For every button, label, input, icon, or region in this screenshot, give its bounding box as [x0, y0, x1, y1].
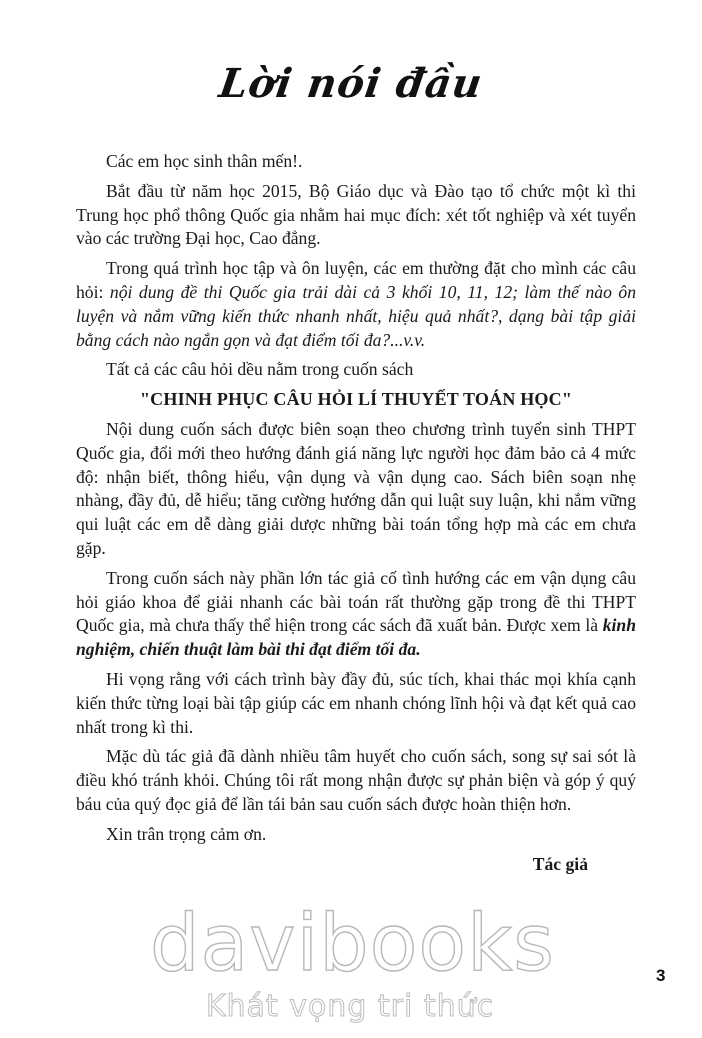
closing: Xin trân trọng cảm ơn. — [106, 823, 267, 844]
greeting: Các em học sinh thân mến!. — [106, 151, 303, 171]
paragraph-5-lead: Trong cuốn sách này phần lớn tác giả cố tình hướng các em vận dụng câu hỏi giáo khoa để giải nhanh các bài toán rất thường gặp trong đề thi THPT Quốc gia, mà chưa thấy thể hiện trong các sách đã xuất bản. Được xem là — [76, 567, 636, 636]
paragraph-6: Hi vọng rằng với cách trình bày đầy đủ, súc tích, khai thác mọi khía cạnh kiến thức từng loại bài tập giúp các em nhanh chóng lĩnh hội và đạt kết quả cao nhất trong kì thi. — [76, 668, 636, 737]
paragraph-3: Tất cả các câu hỏi dều nằm trong cuốn sách — [106, 359, 414, 380]
paragraph-5-bold: kinh nghiệm, chiến thuật làm bài thi đạt điểm tối đa. — [76, 615, 636, 660]
author-signature: Tác giả — [532, 853, 588, 874]
paragraph-2-lead: Trong quá trình học tập và ôn luyện, các em thường đặt cho mình các câu hỏi: — [76, 258, 636, 302]
page-number: 3 — [656, 966, 666, 985]
paragraph-1: Bắt đầu từ năm học 2015, Bộ Giáo dục và Đào tạo tổ chức một kì thi Trung học phổ thông Quốc gia nhằm hai mục đích: xét tốt nghiệp và xét tuyển vào các trường Đại học, Cao đẳng. — [76, 180, 636, 249]
paragraph-2-italic: nội dung đề thi Quốc gia trải dài cả 3 khối 10, 11, 12; làm thế nào ôn luyện và nắm vững kiến thức nhanh nhất, hiệu quả nhất?, dạng bài tập giải bằng cách nào ngắn gọn và đạt điểm tối đa?...v.v. — [76, 281, 636, 350]
paragraph-4: Nội dung cuốn sách được biên soạn theo chương trình tuyển sinh THPT Quốc gia, đổi mới theo hướng đánh giá năng lực người học đảm bảo cả 4 mức độ: nhận biết, thông hiểu, vận dụng và vận dụng cao. Sách biên soạn nhẹ nhàng, đầy đủ, dễ hiểu; tăng cường hướng dẫn qui luật suy luận, khi nắm vững qui luật các em dễ dàng giải dược những bài toán tổng hợp mà các em chưa gặp. — [76, 418, 636, 558]
paragraph-5 — [76, 567, 636, 662]
watermark-logo: davibooks — [150, 899, 555, 989]
page-title: Lời nói đầu — [216, 60, 486, 107]
watermark-slogan: Khát vọng tri thức — [205, 989, 495, 1024]
paragraph-2 — [76, 257, 636, 352]
book-title: "CHINH PHỤC CÂU HỎI LÍ THUYẾT TOÁN HỌC" — [139, 389, 573, 410]
paragraph-7: Mặc dù tác giả đã dành nhiều tâm huyết cho cuốn sách, song sự sai sót là điều khó tránh khỏi. Chúng tôi rất mong nhận được sự phản biện và góp ý quý báu của quý đọc giả để lần tái bản sau cuốn sách được hoàn thiện hơn. — [76, 746, 636, 814]
body-text — [76, 150, 636, 882]
